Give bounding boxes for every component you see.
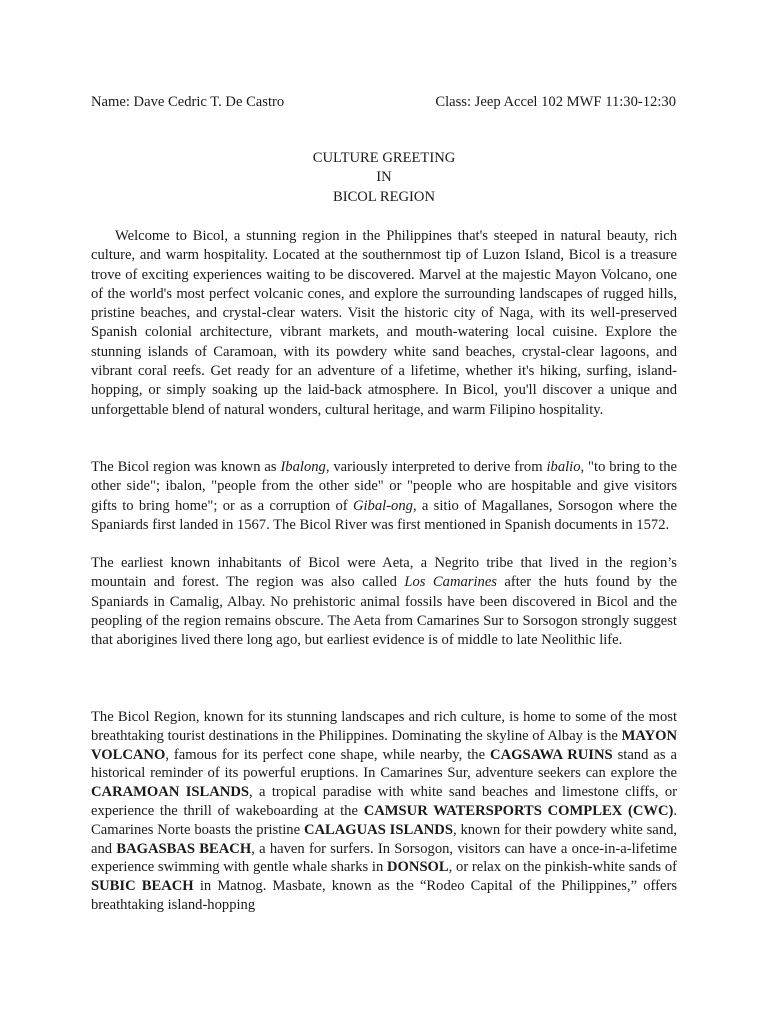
destination-name: CALAGUAS ISLANDS [303,821,453,838]
destination-name: BAGASBAS BEACH [116,840,252,857]
class-info: Class: Jeep Accel 102 MWF 11:30-12:30 [435,94,676,110]
text-run: , a sitio of Magallanes, Sorsogon where the Spaniards first landed in 1567. The Bicol River was first mentioned in Spanish documents in 1572. [91,497,677,533]
text-run: . Camarines Norte boasts the pristine [91,802,678,838]
text-run: , "to bring to the other side"; ibalon, "people from the other side" or "people who are hospitable and give visitors gifts to bring home"; or as a corruption of [91,459,677,514]
tourism-paragraph [91,708,677,915]
student-name: Name: Dave Cedric T. De Castro [91,94,285,110]
italic-term: Los Camarines [404,574,497,591]
document-header [91,93,676,112]
etymology-paragraph [91,458,677,535]
text-run: , or relax on the pinkish-white sands of [448,859,677,876]
title-line-1: CULTURE GREETING [312,150,456,166]
text-run: , famous for its perfect cone shape, while nearby, the [165,746,491,763]
text-run: , a haven for surfers. In Sorsogon, visitors can have a once-in-a-lifetime experience swimming with gentle whale sharks in [91,840,677,876]
history-paragraph [91,554,677,650]
welcome-paragraph: Welcome to Bicol, a stunning region in the Philippines that's steeped in natural beauty, rich culture, and warm hospitality. Located at the southernmost tip of Luzon Island, Bicol is a treasure trove of exciting experiences waiting to be discovered. Marvel at the majestic Mayon Volcano, one of the world's most perfect volcanic cones, and explore the surrounding landscapes of rugged hills, pristine beaches, and crystal-clear waters. Visit the historic city of Naga, with its well-preserved Spanish colonial architecture, vibrant markets, and mouth-watering local cuisine. Explore the stunning islands of Caramoan, with its powdery white sand beaches, crystal-clear lagoons, and vibrant coral reefs. Get ready for an adventure of a lifetime, whether it's hiking, surfing, island-hopping, or simply soaking up the laid-back atmosphere. In Bicol, you'll discover a unique and unforgettable blend of natural wonders, cultural heritage, and warm Filipino hospitality. [91,228,677,418]
destination-name: MAYON VOLCANO [91,727,677,763]
italic-term: Ibalong [280,459,326,475]
text-run: after the huts found by the Spaniards in Camalig, Albay. No prehistoric animal fossils have been discovered in Bicol and the peopling of the region remains obscure. The Aeta from Camarines Sur to Sorsogon strongly suggest that aborigines lived there long ago, but earliest evidence is of middle to late Neolithic life. [91,574,678,649]
text-run: in Matnog. Masbate, known as the “Rodeo Capital of the Philippines,” offers breathtaking island-hopping [91,878,677,913]
destination-name: CAGSAWA RUINS [490,746,613,763]
italic-term: Gibal-ong [352,497,413,514]
title-line-2: IN [376,169,392,186]
destination-name: SUBIC BEACH [91,878,194,895]
text-run: , variously interpreted to derive from [325,459,547,475]
destination-name: DONSOL [387,859,449,876]
title-line-3: BICOL REGION [332,188,435,205]
destination-name: CARAMOAN ISLANDS [91,784,249,801]
document-title [0,149,768,207]
text-run: The Bicol Region, known for its stunning landscapes and rich culture, is home to some of the most breathtaking tourist destinations in the Philippines. Dominating the skyline of Albay is the [91,709,677,744]
text-run: , known for their powdery white sand, and [91,821,678,857]
italic-term: ibalio [546,459,581,475]
text-run: , a tropical paradise with white sand beaches and limestone cliffs, or experience the thrill of wakeboarding at the [91,784,677,819]
text-run: stand as a historical reminder of its powerful eruptions. In Camarines Sur, adventure seekers can explore the [91,746,677,782]
text-run: The earliest known inhabitants of Bicol were Aeta, a Negrito tribe that lived in the region’s mountain and forest. The region was also called [91,555,677,591]
text-run: The Bicol region was known as [91,459,281,475]
destination-name: CAMSUR WATERSPORTS COMPLEX (CWC) [363,802,674,819]
